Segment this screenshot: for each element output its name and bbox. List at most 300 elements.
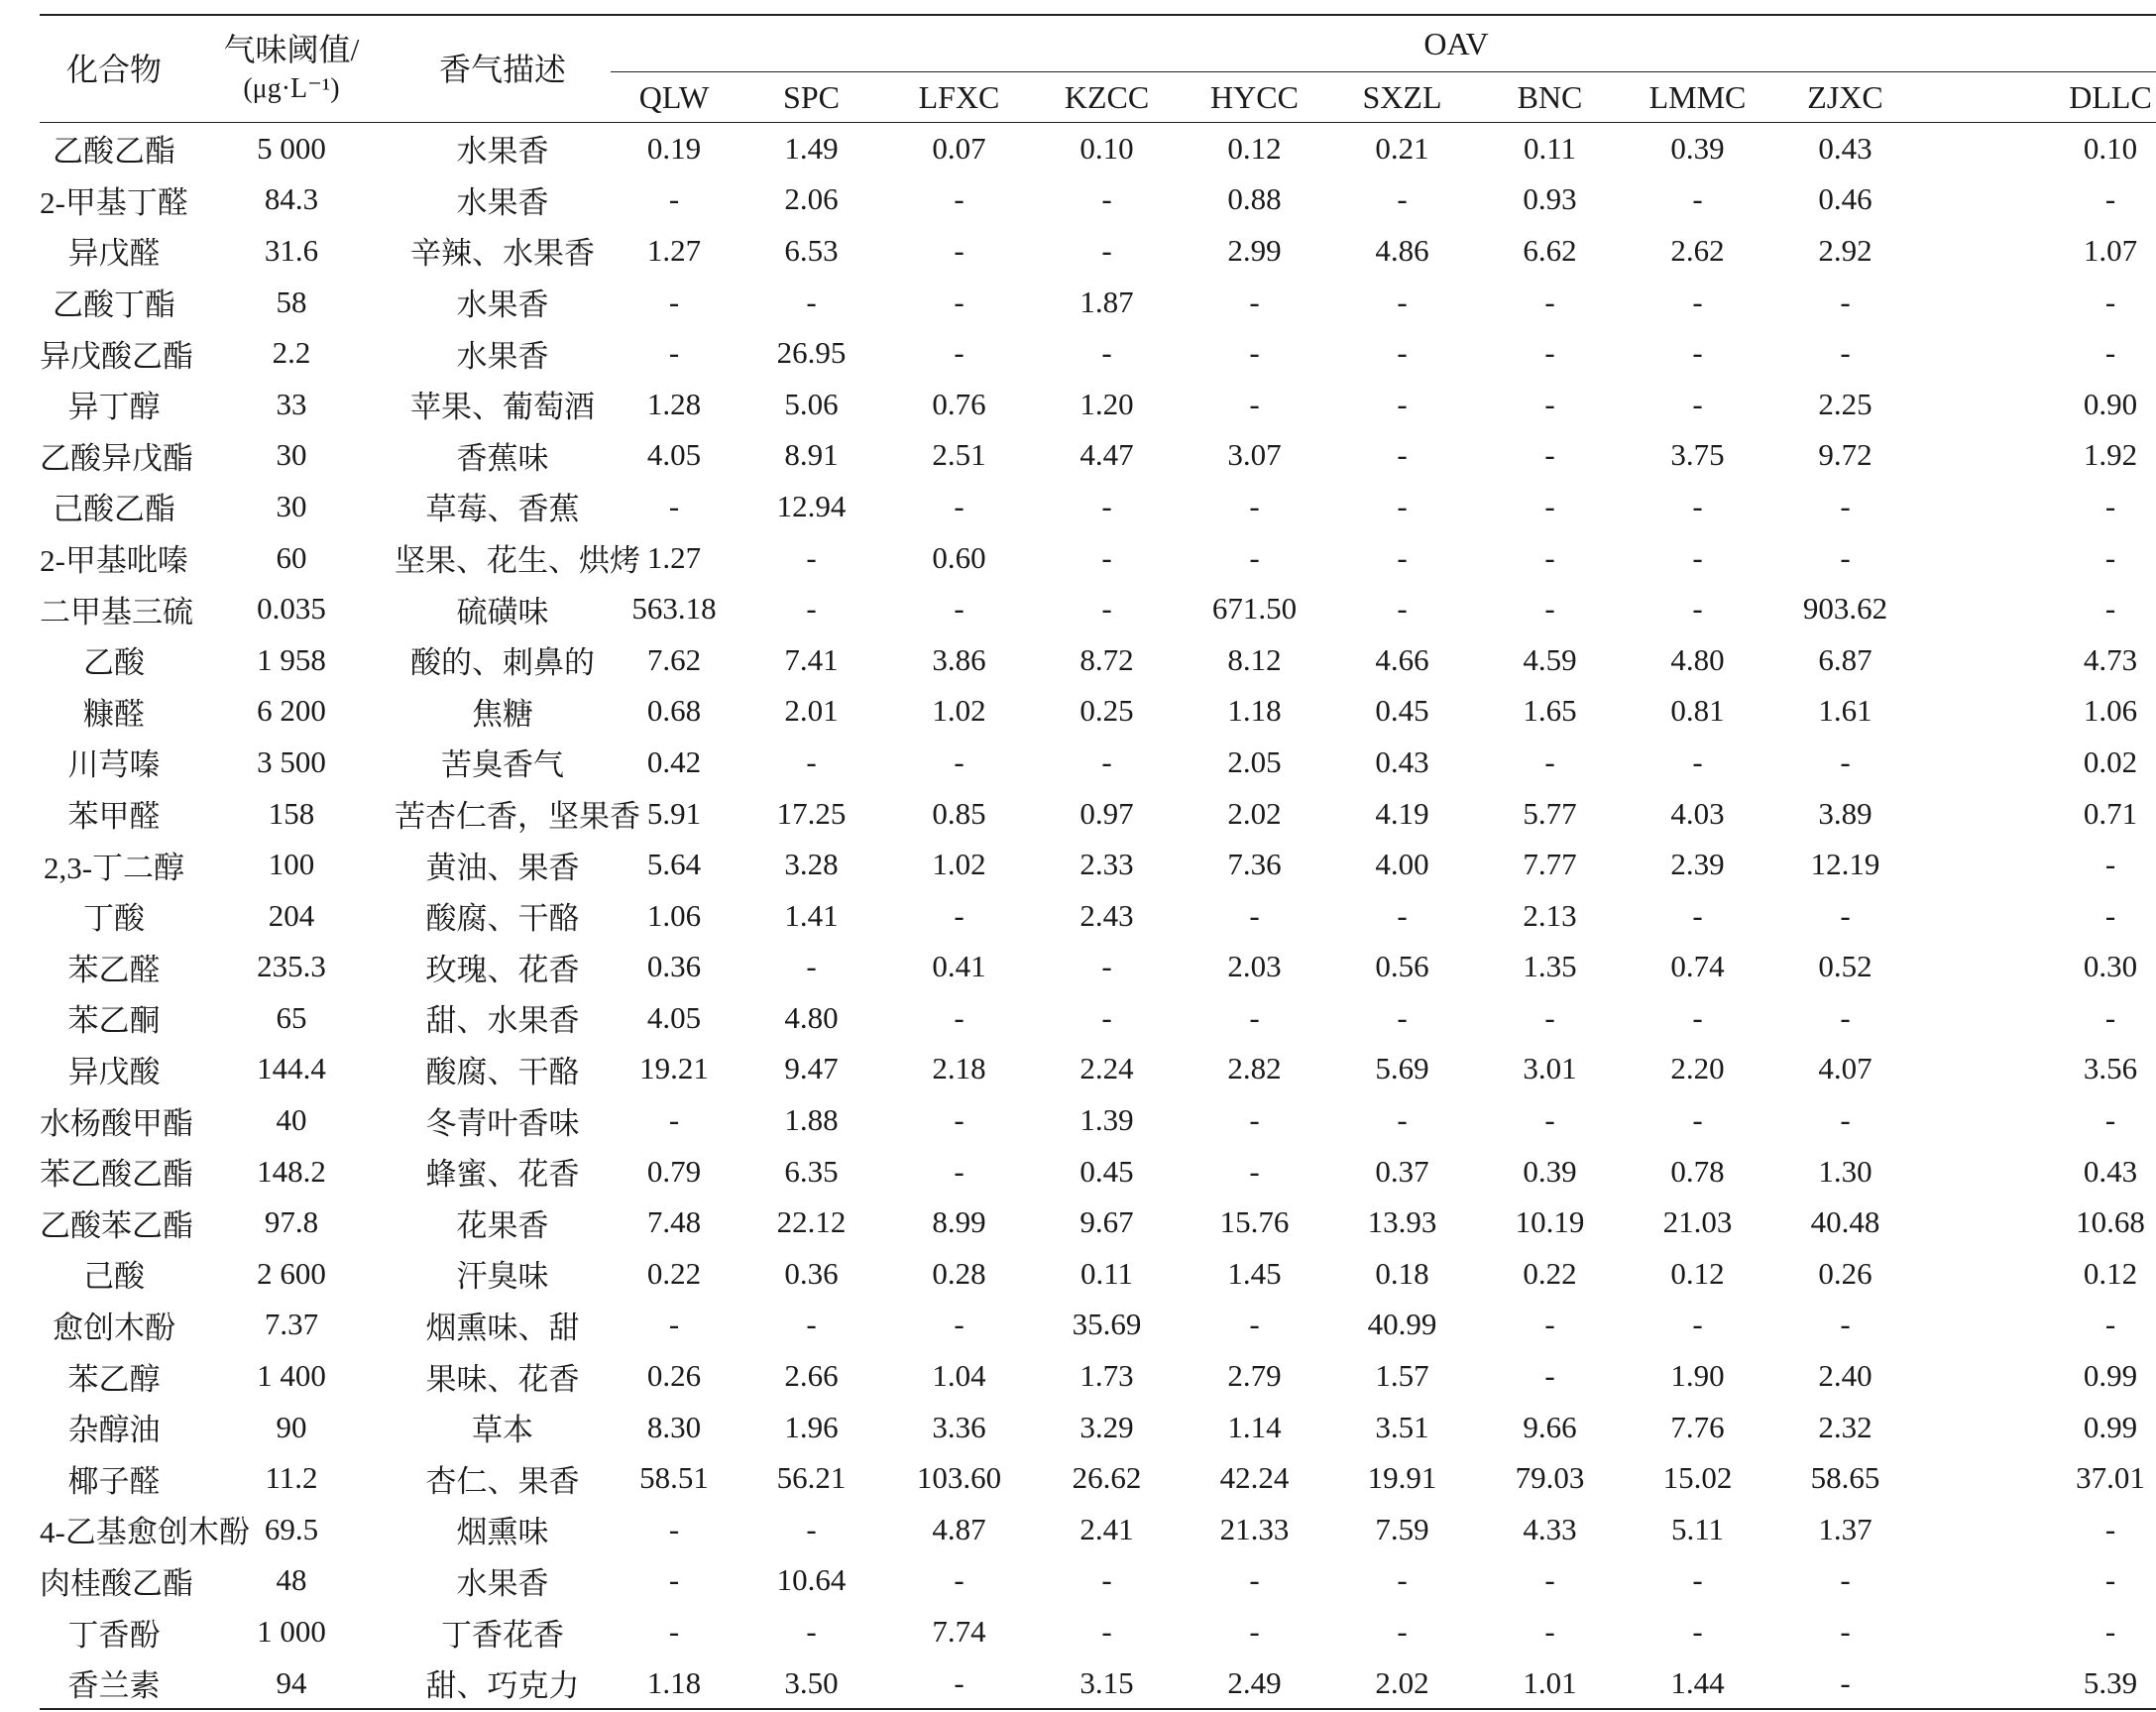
oav-cell-zjxc: - xyxy=(1840,999,1851,1035)
oav-cell-sxzl: 0.43 xyxy=(1375,743,1429,779)
oav-cell-qlw: 0.19 xyxy=(646,130,702,166)
oav-cell-sxzl: - xyxy=(1397,591,1408,627)
oav-cell-spc: 6.53 xyxy=(784,232,839,268)
aroma-cell: 苹果、葡萄酒 xyxy=(410,390,595,425)
oav-cell-zjxc: 0.46 xyxy=(1818,181,1872,217)
oav-cell-hycc: - xyxy=(1249,1307,1260,1342)
oav-cell-dllc: - xyxy=(2104,1562,2116,1598)
oav-cell-dllc: 0.43 xyxy=(2083,1153,2138,1189)
oav-cell-bnc: - xyxy=(1544,1102,1555,1138)
oav-cell-zjxc: 4.07 xyxy=(1818,1051,1872,1086)
header-compound: 化合物 xyxy=(40,15,188,123)
oav-cell-sxzl: - xyxy=(1397,437,1408,473)
compound-cell: 苯乙醇 xyxy=(67,1361,161,1397)
oav-cell-lmmc: 15.02 xyxy=(1662,1460,1733,1496)
oav-cell-sxzl: - xyxy=(1397,386,1408,421)
oav-cell-hycc: 42.24 xyxy=(1219,1460,1290,1496)
oav-cell-kzcc: 1.20 xyxy=(1079,386,1134,421)
oav-cell-lfxc: - xyxy=(954,181,965,217)
aroma-cell: 香蕉味 xyxy=(456,440,549,476)
oav-cell-qlw: 1.27 xyxy=(646,539,702,575)
oav-cell-hycc: 2.03 xyxy=(1227,949,1282,984)
oav-cell-sxzl: - xyxy=(1397,1562,1408,1598)
oav-cell-lmmc: - xyxy=(1692,386,1703,421)
oav-cell-bnc: - xyxy=(1544,1307,1555,1342)
oav-cell-lmmc: 4.80 xyxy=(1670,641,1725,677)
oav-cell-bnc: - xyxy=(1544,539,1555,575)
sample-header-lmmc: LMMC xyxy=(1624,72,1771,123)
oav-cell-bnc: - xyxy=(1544,1562,1555,1598)
aroma-cell: 酸的、刺鼻的 xyxy=(410,645,595,681)
oav-cell-lmmc: - xyxy=(1692,1562,1703,1598)
threshold-cell: 11.2 xyxy=(265,1460,318,1496)
table-row xyxy=(40,634,2156,686)
threshold-cell: 1 958 xyxy=(257,641,326,677)
oav-cell-bnc: 0.39 xyxy=(1523,1153,1577,1189)
oav-cell-kzcc: 3.15 xyxy=(1033,1657,1181,1710)
oav-cell-lfxc: - xyxy=(954,1102,965,1138)
compound-cell: 愈创木酚 xyxy=(53,1310,175,1345)
oav-cell-kzcc: 2.43 xyxy=(1079,897,1134,933)
oav-cell-spc: 2.01 xyxy=(784,693,839,729)
oav-cell-zjxc: 58.65 xyxy=(1810,1460,1880,1496)
oav-cell-bnc: 3.01 xyxy=(1523,1051,1577,1086)
oav-cell-lfxc: - xyxy=(954,488,965,523)
oav-cell-spc: 2.66 xyxy=(784,1358,839,1394)
threshold-cell: 2.2 xyxy=(272,335,311,371)
oav-cell-sxzl: 0.21 xyxy=(1375,130,1429,166)
oav-cell-hycc: 1.45 xyxy=(1227,1255,1282,1291)
threshold-cell: 31.6 xyxy=(264,232,319,268)
aroma-cell: 水果香 xyxy=(456,184,549,220)
oav-cell-lfxc: 0.28 xyxy=(932,1255,986,1291)
oav-cell-sxzl: 7.59 xyxy=(1375,1511,1429,1546)
oav-cell-spc: - xyxy=(806,539,817,575)
oav-cell-lmmc: - xyxy=(1692,284,1703,319)
oav-cell-hycc: 0.12 xyxy=(1227,130,1282,166)
compound-cell: 乙酸丁酯 xyxy=(53,287,175,323)
oav-cell-hycc: 2.49 xyxy=(1181,1657,1328,1710)
oav-cell-sxzl: - xyxy=(1397,897,1408,933)
table-row xyxy=(40,379,2156,430)
aroma-cell: 甜、巧克力 xyxy=(395,1657,611,1710)
oav-cell-kzcc: - xyxy=(1101,539,1112,575)
oav-cell-lfxc: - xyxy=(954,284,965,319)
oav-cell-qlw: 0.36 xyxy=(646,949,702,984)
compound-cell: 川芎嗪 xyxy=(67,747,161,783)
oav-cell-lfxc: - xyxy=(954,897,965,933)
compound-cell: 苯乙酸乙酯 xyxy=(40,1157,193,1193)
oav-cell-dllc: - xyxy=(2104,488,2116,523)
table-row xyxy=(40,1555,2156,1607)
oav-cell-lmmc: 7.76 xyxy=(1670,1409,1725,1444)
table-row xyxy=(40,890,2156,942)
oav-cell-sxzl: 4.86 xyxy=(1375,232,1429,268)
oav-cell-qlw: 563.18 xyxy=(631,591,717,627)
compound-cell: 异丁醇 xyxy=(67,390,161,425)
oav-cell-dllc: 0.90 xyxy=(2083,386,2138,421)
oav-cell-hycc: 7.36 xyxy=(1227,847,1282,882)
oav-cell-hycc: - xyxy=(1249,1614,1260,1650)
oav-cell-hycc: - xyxy=(1249,539,1260,575)
oav-cell-sxzl: 0.37 xyxy=(1375,1153,1429,1189)
oav-cell-dllc: - xyxy=(2104,1511,2116,1546)
oav-cell-kzcc: - xyxy=(1101,999,1112,1035)
oav-cell-lfxc: - xyxy=(954,591,965,627)
compound-cell: 糠醛 xyxy=(83,696,145,732)
compound-cell: 丁香酚 xyxy=(67,1617,161,1653)
header-threshold-line1: 气味阈值/ xyxy=(223,31,360,67)
oav-cell-lfxc: 2.51 xyxy=(932,437,986,473)
compound-cell: 乙酸 xyxy=(83,645,145,681)
oav-cell-lfxc: 1.04 xyxy=(932,1358,986,1394)
sample-header-hycc: HYCC xyxy=(1181,72,1328,123)
oav-cell-sxzl: 4.00 xyxy=(1375,847,1429,882)
table-row xyxy=(40,1452,2156,1504)
oav-cell-lfxc: - xyxy=(954,999,965,1035)
oav-cell-dllc: 0.71 xyxy=(2083,795,2138,831)
oav-cell-dllc: - xyxy=(2104,847,2116,882)
aroma-cell: 苦臭香气 xyxy=(441,747,564,783)
oav-cell-bnc: 6.62 xyxy=(1523,232,1577,268)
oav-cell-hycc: 8.12 xyxy=(1227,641,1282,677)
aroma-cell: 烟熏味 xyxy=(456,1515,549,1550)
compound-cell: 异戊醛 xyxy=(67,236,161,272)
oav-cell-kzcc: - xyxy=(1101,232,1112,268)
oav-cell-bnc: - xyxy=(1544,743,1555,779)
oav-cell-qlw: 0.68 xyxy=(646,693,702,729)
oav-cell-dllc: 1.07 xyxy=(2083,232,2138,268)
oav-cell-lmmc: - xyxy=(1692,897,1703,933)
oav-cell-zjxc: - xyxy=(1840,743,1851,779)
compound-cell: 椰子醛 xyxy=(67,1463,161,1499)
table-row xyxy=(40,277,2156,328)
aroma-cell: 草莓、香蕉 xyxy=(425,492,580,527)
oav-cell-bnc: - xyxy=(1544,1614,1555,1650)
oav-cell-spc: 3.28 xyxy=(784,847,839,882)
oav-cell-bnc: 4.59 xyxy=(1523,641,1577,677)
compound-cell: 异戊酸乙酯 xyxy=(40,338,193,374)
oav-cell-zjxc: 0.26 xyxy=(1818,1255,1872,1291)
table-row xyxy=(40,430,2156,482)
oav-cell-sxzl: - xyxy=(1397,488,1408,523)
oav-cell-lfxc: - xyxy=(954,1562,965,1598)
oav-cell-lmmc: - xyxy=(1692,1307,1703,1342)
aroma-cell: 水果香 xyxy=(456,1565,549,1601)
oav-cell-dllc: - xyxy=(2104,284,2116,319)
compound-cell: 苯甲醛 xyxy=(67,799,161,835)
oav-cell-dllc: 0.99 xyxy=(2083,1358,2138,1394)
compound-cell: 乙酸乙酯 xyxy=(53,134,175,170)
oav-cell-sxzl: 0.18 xyxy=(1375,1255,1429,1291)
oav-cell-kzcc: - xyxy=(1101,949,1112,984)
oav-cell-qlw: 0.42 xyxy=(646,743,702,779)
oav-cell-dllc: - xyxy=(2104,1307,2116,1342)
table-row xyxy=(40,1300,2156,1351)
oav-cell-sxzl: 2.02 xyxy=(1328,1657,1476,1710)
oav-cell-kzcc: 9.67 xyxy=(1079,1204,1134,1240)
oav-cell-hycc: 2.99 xyxy=(1227,232,1282,268)
oav-cell-lmmc: - xyxy=(1692,1614,1703,1650)
oav-cell-dllc: - xyxy=(2104,335,2116,371)
oav-cell-hycc: 1.18 xyxy=(1227,693,1282,729)
oav-cell-sxzl: - xyxy=(1397,1614,1408,1650)
oav-cell-kzcc: 1.39 xyxy=(1079,1102,1134,1138)
threshold-cell: 1 000 xyxy=(257,1614,326,1650)
oav-cell-lfxc: 8.99 xyxy=(932,1204,986,1240)
table-row xyxy=(40,1094,2156,1146)
threshold-cell: 33 xyxy=(276,386,307,421)
oav-cell-kzcc: - xyxy=(1101,1614,1112,1650)
oav-cell-hycc: - xyxy=(1249,1153,1260,1189)
oav-cell-zjxc: - xyxy=(1840,1562,1851,1598)
oav-cell-qlw: 0.26 xyxy=(646,1358,702,1394)
compound-cell: 肉桂酸乙酯 xyxy=(40,1565,193,1601)
compound-cell: 二甲基三硫 xyxy=(40,594,193,629)
oav-cell-dllc: 0.02 xyxy=(2083,743,2138,779)
oav-cell-spc: 0.36 xyxy=(784,1255,839,1291)
header-threshold-line2: (μg·L⁻¹) xyxy=(243,72,340,104)
oav-cell-sxzl: 4.66 xyxy=(1375,641,1429,677)
table-row xyxy=(40,1402,2156,1453)
oav-cell-sxzl: 19.91 xyxy=(1367,1460,1437,1496)
threshold-cell: 7.37 xyxy=(264,1307,319,1342)
oav-cell-sxzl: 1.57 xyxy=(1375,1358,1429,1394)
compound-cell: 2-甲基吡嗪 xyxy=(40,543,188,579)
aroma-cell: 黄油、果香 xyxy=(425,850,580,885)
table-body xyxy=(40,123,2156,1710)
oav-cell-qlw: 7.48 xyxy=(646,1204,702,1240)
aroma-cell: 水果香 xyxy=(456,287,549,323)
threshold-cell: 5 000 xyxy=(257,130,326,166)
oav-cell-spc: 9.47 xyxy=(784,1051,839,1086)
oav-cell-zjxc: - xyxy=(1840,488,1851,523)
oav-cell-kzcc: 4.47 xyxy=(1079,437,1134,473)
aroma-cell: 酸腐、干酪 xyxy=(425,901,580,937)
oav-cell-lfxc: - xyxy=(954,335,965,371)
oav-cell-dllc: 4.73 xyxy=(2083,641,2138,677)
oav-cell-bnc: 1.65 xyxy=(1523,693,1577,729)
oav-cell-spc: 22.12 xyxy=(776,1204,847,1240)
compound-cell: 4-乙基愈创木酚 xyxy=(40,1515,250,1550)
oav-cell-bnc: - xyxy=(1544,488,1555,523)
oav-cell-sxzl: 4.19 xyxy=(1375,795,1429,831)
oav-cell-qlw: - xyxy=(668,284,680,319)
oav-cell-bnc: 2.13 xyxy=(1523,897,1577,933)
oav-cell-bnc: 0.11 xyxy=(1523,130,1577,166)
oav-cell-lmmc: - xyxy=(1692,488,1703,523)
oav-cell-zjxc: 903.62 xyxy=(1802,591,1888,627)
oav-cell-lfxc: 3.86 xyxy=(932,641,986,677)
aroma-cell: 甜、水果香 xyxy=(425,1003,580,1039)
oav-cell-zjxc: 0.43 xyxy=(1818,130,1872,166)
oav-cell-lmmc: 4.03 xyxy=(1670,795,1725,831)
oav-cell-spc: - xyxy=(806,1511,817,1546)
oav-cell-dllc: 37.01 xyxy=(2076,1460,2145,1496)
table-row xyxy=(40,123,2156,174)
sample-header-sxzl: SXZL xyxy=(1328,72,1476,123)
oav-cell-hycc: 21.33 xyxy=(1219,1511,1290,1546)
oav-cell-spc: 1.88 xyxy=(784,1102,839,1138)
oav-cell-dllc: 0.10 xyxy=(2083,130,2138,166)
oav-cell-hycc: - xyxy=(1249,1102,1260,1138)
oav-table-sheet xyxy=(40,14,2154,1710)
aroma-cell: 烟熏味、甜 xyxy=(425,1310,580,1345)
oav-cell-bnc: 9.66 xyxy=(1523,1409,1577,1444)
oav-cell-kzcc: - xyxy=(1101,1562,1112,1598)
table-row xyxy=(40,1350,2156,1402)
oav-cell-lmmc: - xyxy=(1692,335,1703,371)
oav-cell-kzcc: 0.10 xyxy=(1079,130,1134,166)
oav-cell-dllc: 0.99 xyxy=(2083,1409,2138,1444)
oav-cell-qlw: - xyxy=(668,335,680,371)
aroma-cell: 苦杏仁香，坚果香 xyxy=(395,799,640,835)
oav-cell-qlw: 0.79 xyxy=(646,1153,702,1189)
oav-cell-lmmc: - xyxy=(1692,539,1703,575)
oav-cell-lfxc: 0.41 xyxy=(932,949,986,984)
oav-cell-spc: 6.35 xyxy=(784,1153,839,1189)
oav-cell-kzcc: - xyxy=(1101,488,1112,523)
oav-cell-hycc: - xyxy=(1249,284,1260,319)
compound-cell: 2,3-丁二醇 xyxy=(43,850,185,885)
oav-cell-lmmc: 0.12 xyxy=(1670,1255,1725,1291)
oav-cell-lmmc: 0.78 xyxy=(1670,1153,1725,1189)
aroma-cell: 酸腐、干酪 xyxy=(425,1054,580,1089)
oav-cell-qlw: 1.28 xyxy=(646,386,702,421)
oav-cell-dllc: 3.56 xyxy=(2083,1051,2138,1086)
oav-cell-lfxc: 1.02 xyxy=(932,693,986,729)
oav-cell-dllc: 1.06 xyxy=(2083,693,2138,729)
oav-cell-zjxc: 0.52 xyxy=(1818,949,1872,984)
oav-cell-zjxc: - xyxy=(1771,1657,1919,1710)
oav-cell-lmmc: - xyxy=(1692,181,1703,217)
oav-cell-zjxc: 1.37 xyxy=(1818,1511,1872,1546)
oav-cell-bnc: - xyxy=(1544,284,1555,319)
threshold-cell: 84.3 xyxy=(264,181,319,217)
table-row xyxy=(40,1044,2156,1095)
oav-cell-lmmc: - xyxy=(1692,591,1703,627)
oav-cell-lmmc: 2.62 xyxy=(1670,232,1725,268)
oav-cell-kzcc: 0.11 xyxy=(1079,1255,1134,1291)
aroma-cell: 水果香 xyxy=(456,134,549,170)
oav-cell-zjxc: 1.61 xyxy=(1818,693,1872,729)
oav-cell-lfxc: 103.60 xyxy=(916,1460,1002,1496)
table-row xyxy=(40,1657,2156,1710)
oav-cell-sxzl: - xyxy=(1397,181,1408,217)
compound-cell: 香兰素 xyxy=(40,1657,188,1710)
oav-cell-lmmc: 0.74 xyxy=(1670,949,1725,984)
aroma-cell: 汗臭味 xyxy=(456,1259,549,1295)
oav-cell-bnc: - xyxy=(1544,999,1555,1035)
oav-cell-lmmc: - xyxy=(1692,1102,1703,1138)
oav-cell-zjxc: 2.40 xyxy=(1818,1358,1872,1394)
oav-cell-zjxc: 2.32 xyxy=(1818,1409,1872,1444)
sample-header-zjxc: ZJXC xyxy=(1771,72,1919,123)
oav-cell-bnc: 0.93 xyxy=(1523,181,1577,217)
oav-cell-kzcc: 0.25 xyxy=(1079,693,1134,729)
oav-cell-lfxc: 0.76 xyxy=(932,386,986,421)
oav-cell-spc: 1.41 xyxy=(784,897,839,933)
oav-cell-spc: - xyxy=(806,591,817,627)
threshold-cell: 30 xyxy=(276,488,307,523)
oav-cell-qlw: 1.18 xyxy=(611,1657,738,1710)
threshold-cell: 69.5 xyxy=(264,1511,319,1546)
oav-cell-bnc: - xyxy=(1544,335,1555,371)
oav-cell-spc: - xyxy=(806,1614,817,1650)
oav-cell-zjxc: - xyxy=(1840,1102,1851,1138)
oav-cell-hycc: 3.07 xyxy=(1227,437,1282,473)
oav-cell-hycc: 1.14 xyxy=(1227,1409,1282,1444)
oav-cell-qlw: - xyxy=(668,1614,680,1650)
oav-cell-spc: 5.06 xyxy=(784,386,839,421)
oav-cell-zjxc: 2.92 xyxy=(1818,232,1872,268)
oav-cell-hycc: 0.88 xyxy=(1227,181,1282,217)
threshold-cell: 144.4 xyxy=(257,1051,326,1086)
oav-cell-sxzl: 5.69 xyxy=(1375,1051,1429,1086)
aroma-cell: 坚果、花生、烘烤 xyxy=(395,543,640,579)
oav-cell-dllc: - xyxy=(2104,1614,2116,1650)
oav-cell-zjxc: 2.25 xyxy=(1818,386,1872,421)
compound-cell: 乙酸苯乙酯 xyxy=(40,1207,193,1243)
oav-cell-sxzl: - xyxy=(1397,999,1408,1035)
compound-cell: 乙酸异戊酯 xyxy=(40,440,193,476)
oav-cell-dllc: - xyxy=(2104,999,2116,1035)
threshold-cell: 58 xyxy=(276,284,307,319)
threshold-cell: 1 400 xyxy=(257,1358,326,1394)
oav-cell-lfxc: - xyxy=(954,1307,965,1342)
table-row xyxy=(40,583,2156,634)
aroma-cell: 辛辣、水果香 xyxy=(410,236,595,272)
oav-cell-bnc: 79.03 xyxy=(1515,1460,1585,1496)
oav-cell-qlw: 5.91 xyxy=(646,795,702,831)
oav-cell-lmmc: 5.11 xyxy=(1670,1511,1725,1546)
aroma-cell: 硫磺味 xyxy=(456,594,549,629)
oav-cell-qlw: - xyxy=(668,181,680,217)
oav-cell-spc: 7.41 xyxy=(784,641,839,677)
oav-cell-kzcc: 26.62 xyxy=(1072,1460,1142,1496)
oav-cell-qlw: 1.06 xyxy=(646,897,702,933)
oav-cell-lfxc: - xyxy=(885,1657,1033,1710)
header-aroma: 香气描述 xyxy=(395,15,611,123)
oav-cell-zjxc: 40.48 xyxy=(1810,1204,1880,1240)
oav-cell-hycc: - xyxy=(1249,1562,1260,1598)
compound-cell: 杂醇油 xyxy=(67,1413,161,1448)
oav-cell-bnc: - xyxy=(1544,1358,1555,1394)
table-row xyxy=(40,737,2156,788)
oav-cell-lfxc: - xyxy=(954,232,965,268)
oav-cell-zjxc: - xyxy=(1840,1614,1851,1650)
oav-cell-qlw: 5.64 xyxy=(646,847,702,882)
oav-cell-lmmc: 21.03 xyxy=(1662,1204,1733,1240)
oav-cell-qlw: 8.30 xyxy=(646,1409,702,1444)
table-row xyxy=(40,174,2156,226)
oav-cell-zjxc: - xyxy=(1840,897,1851,933)
compound-cell: 己酸 xyxy=(83,1259,145,1295)
table-row xyxy=(40,839,2156,890)
oav-cell-sxzl: 40.99 xyxy=(1367,1307,1437,1342)
compound-cell: 水杨酸甲酯 xyxy=(40,1105,193,1141)
oav-cell-lmmc: - xyxy=(1692,743,1703,779)
oav-cell-qlw: 7.62 xyxy=(646,641,702,677)
oav-cell-hycc: 15.76 xyxy=(1219,1204,1290,1240)
oav-cell-lmmc: 1.44 xyxy=(1624,1657,1771,1710)
header-oav: OAV xyxy=(611,15,2156,72)
table-row xyxy=(40,942,2156,993)
oav-cell-spc: 56.21 xyxy=(776,1460,847,1496)
oav-cell-kzcc: 1.73 xyxy=(1079,1358,1134,1394)
oav-cell-hycc: 2.79 xyxy=(1227,1358,1282,1394)
oav-cell-bnc: 1.01 xyxy=(1476,1657,1624,1710)
